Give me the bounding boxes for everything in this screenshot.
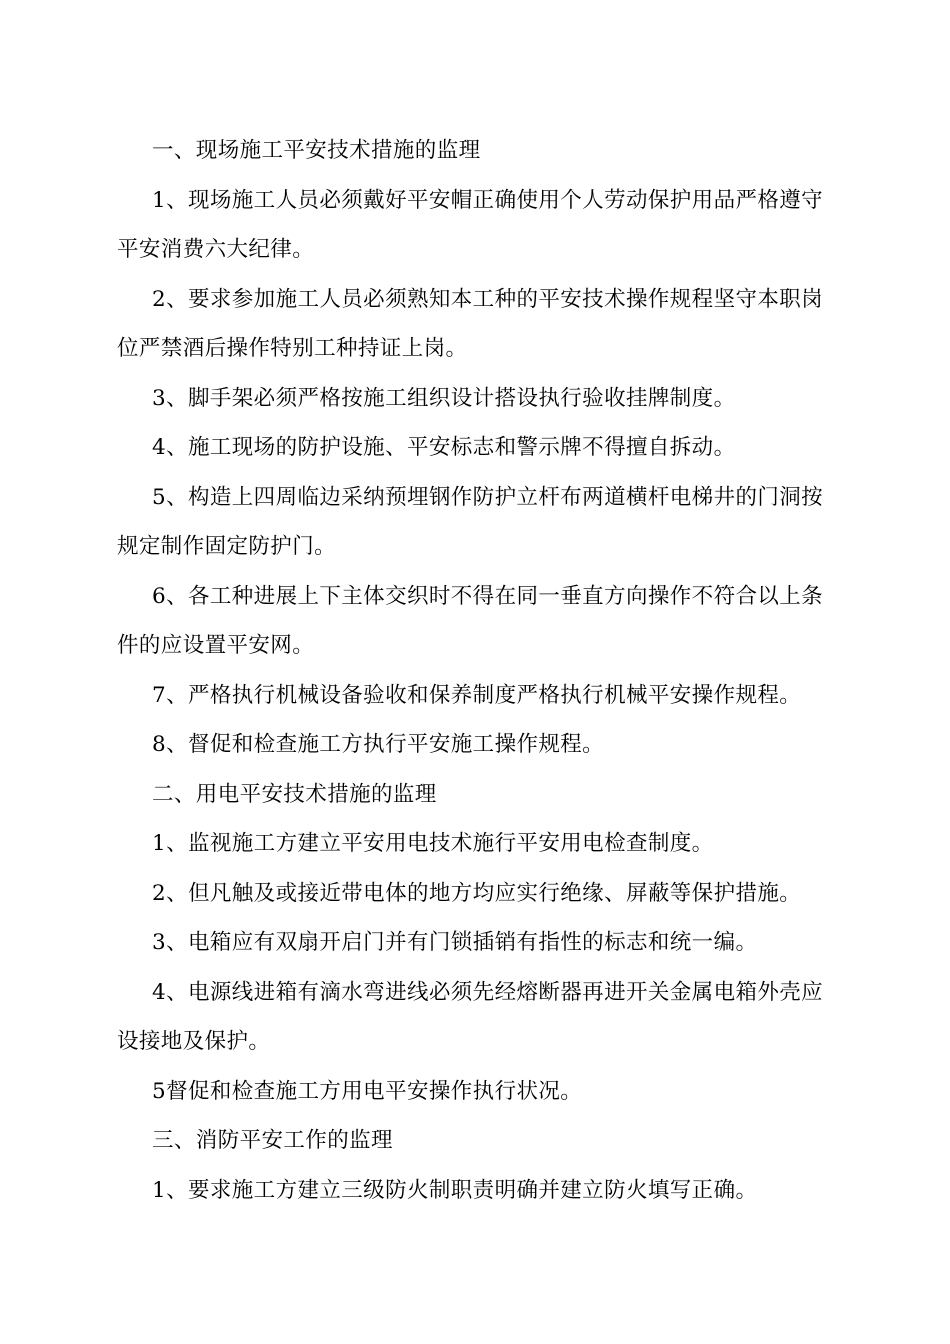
paragraph-2-4: 4、电源线进箱有滴水弯进线必须先经熔断器再进开关金属电箱外壳应设接地及保护。 <box>117 979 824 1054</box>
paragraph-2-2: 2、但凡触及或接近带电体的地方均应实行绝缘、屏蔽等保护措施。 <box>152 880 802 906</box>
section-heading-2: 二、用电平安技术措施的监理 <box>152 781 437 807</box>
paragraph-1-5: 5、构造上四周临边采纳预埋钢作防护立杆布两道横杆电梯井的门洞按规定制作固定防护门。 <box>117 484 824 559</box>
paragraph-1-6: 6、各工种进展上下主体交织时不得在同一垂直方向操作不符合以上条件的应设置平安网。 <box>117 583 824 658</box>
section-heading-3: 三、消防平安工作的监理 <box>152 1128 393 1153</box>
paragraph-1-4: 4、施工现场的防护设施、平安标志和警示牌不得擅自拆动。 <box>152 435 736 460</box>
paragraph-1-1: 1、现场施工人员必须戴好平安帽正确使用个人劳动保护用品严格遵守平安消费六大纪律。 <box>117 187 824 262</box>
paragraph-3-1: 1、要求施工方建立三级防火制职责明确并建立防火填写正确。 <box>152 1177 758 1203</box>
document-body <box>117 126 835 1215</box>
paragraph-1-3: 3、脚手架必须严格按施工组织设计搭设执行验收挂牌制度。 <box>152 385 736 411</box>
paragraph-1-2: 2、要求参加施工人员必须熟知本工种的平安技术操作规程坚守本职岗位严禁酒后操作特别工种持证上岗。 <box>117 286 824 361</box>
paragraph-2-3: 3、电箱应有双扇开启门并有门锁插销有指性的标志和统一编。 <box>152 930 758 955</box>
paragraph-2-1: 1、监视施工方建立平安用电技术施行平安用电检查制度。 <box>152 831 714 856</box>
paragraph-1-8: 8、督促和检查施工方执行平安施工操作规程。 <box>152 732 605 757</box>
paragraph-1-7: 7、严格执行机械设备验收和保养制度严格执行机械平安操作规程。 <box>152 682 802 708</box>
section-heading-1: 一、现场施工平安技术措施的监理 <box>152 138 481 163</box>
paragraph-2-5: 5督促和检查施工方用电平安操作执行状况。 <box>152 1078 583 1104</box>
